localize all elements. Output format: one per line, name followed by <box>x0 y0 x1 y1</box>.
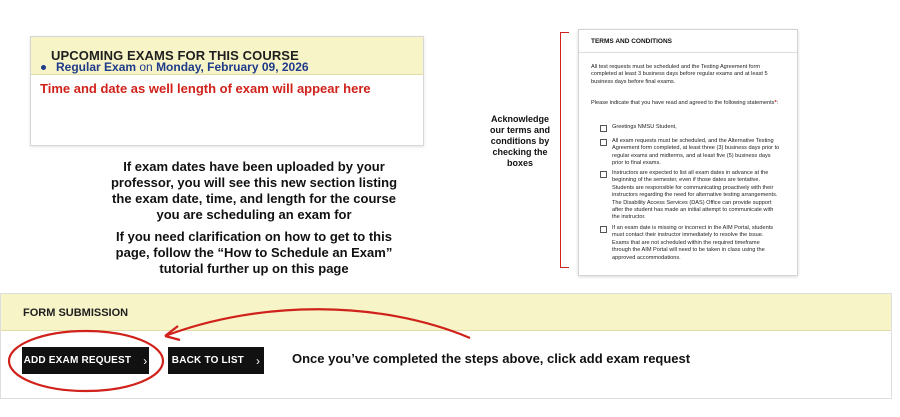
chevron-right-icon: › <box>256 353 261 368</box>
terms-prompt: Please indicate that you have read and agreed to the following statements*: <box>591 100 779 106</box>
terms-title: TERMS AND CONDITIONS <box>591 38 673 45</box>
terms-checkbox-2[interactable] <box>600 139 607 146</box>
upcoming-exams-title: UPCOMING EXAMS FOR THIS COURSE <box>51 48 299 63</box>
exam-entry <box>56 60 309 74</box>
terms-item-3: Instructors are expected to list all exam dates in advance at the beginning of the semester, even if those dates are tentative. Students are responsible for communicating proactively with their instructors regarding the need for alternative testing arrangements. The Disability Access Services (DAS) Office can provide support after the student has made an initial attempt to communicate with the instructor. <box>612 170 778 221</box>
complete-steps-annotation: Once you’ve completed the steps above, click add exam request <box>292 351 691 366</box>
exam-info-note: Time and date as well length of exam will appear here <box>40 81 371 96</box>
terms-checkbox-4[interactable] <box>600 226 607 233</box>
exam-date: Monday, February 09, 2026 <box>156 60 309 74</box>
exam-type: Regular Exam <box>56 60 137 74</box>
add-exam-request-label: ADD EXAM REQUEST <box>23 355 132 366</box>
terms-intro: All test requests must be scheduled and the Testing Agreement form completed at least 3 business days before regular exams and at least 5 business days before final exams. <box>591 64 768 85</box>
form-submission-section <box>0 293 892 399</box>
form-submission-header <box>1 294 891 331</box>
terms-checkbox-3[interactable] <box>600 171 607 178</box>
acknowledge-annotation: Acknowledge our terms and conditions by checking the boxes <box>489 114 550 168</box>
back-to-list-label: BACK TO LIST <box>171 355 244 366</box>
bullet-icon <box>41 65 46 70</box>
form-submission-title: FORM SUBMISSION <box>23 307 129 319</box>
terms-card <box>578 29 798 276</box>
terms-item-2: All exam requests must be scheduled, and the Alternative Testing Agreement form completed, at least three (3) business days prior to regular exams and midterms, and at least five (5) business days prior to final exams. <box>612 138 780 167</box>
chevron-right-icon: › <box>143 353 148 368</box>
back-to-list-button[interactable] <box>168 347 264 374</box>
terms-item-4: If an exam date is missing or incorrect in the AIM Portal, students must contact their instructor immediately to resolve the issue. Exams that are not scheduled within the required timeframe through the AIM Portal will need to be taken in class using the approved accommodations. <box>612 225 774 261</box>
terms-divider <box>579 52 797 53</box>
terms-prompt-text: Please indicate that you have read and agreed to the following statements <box>591 100 775 106</box>
exam-on-word: on <box>136 60 157 74</box>
annotation-bracket <box>560 32 569 268</box>
instruction-paragraph-1: If exam dates have been uploaded by your professor, you will see this new section listing the exam date, time, and length for the course you are scheduling an exam for <box>110 159 398 222</box>
instruction-paragraph-2: If you need clarification on how to get to this page, follow the “How to Schedule an Exam” tutorial further up on this page <box>115 229 393 276</box>
terms-item-1: Greetings NMSU Student, <box>612 124 677 130</box>
add-exam-request-button[interactable] <box>22 347 149 374</box>
required-marker: * <box>774 100 777 106</box>
terms-checkbox-1[interactable] <box>600 125 607 132</box>
